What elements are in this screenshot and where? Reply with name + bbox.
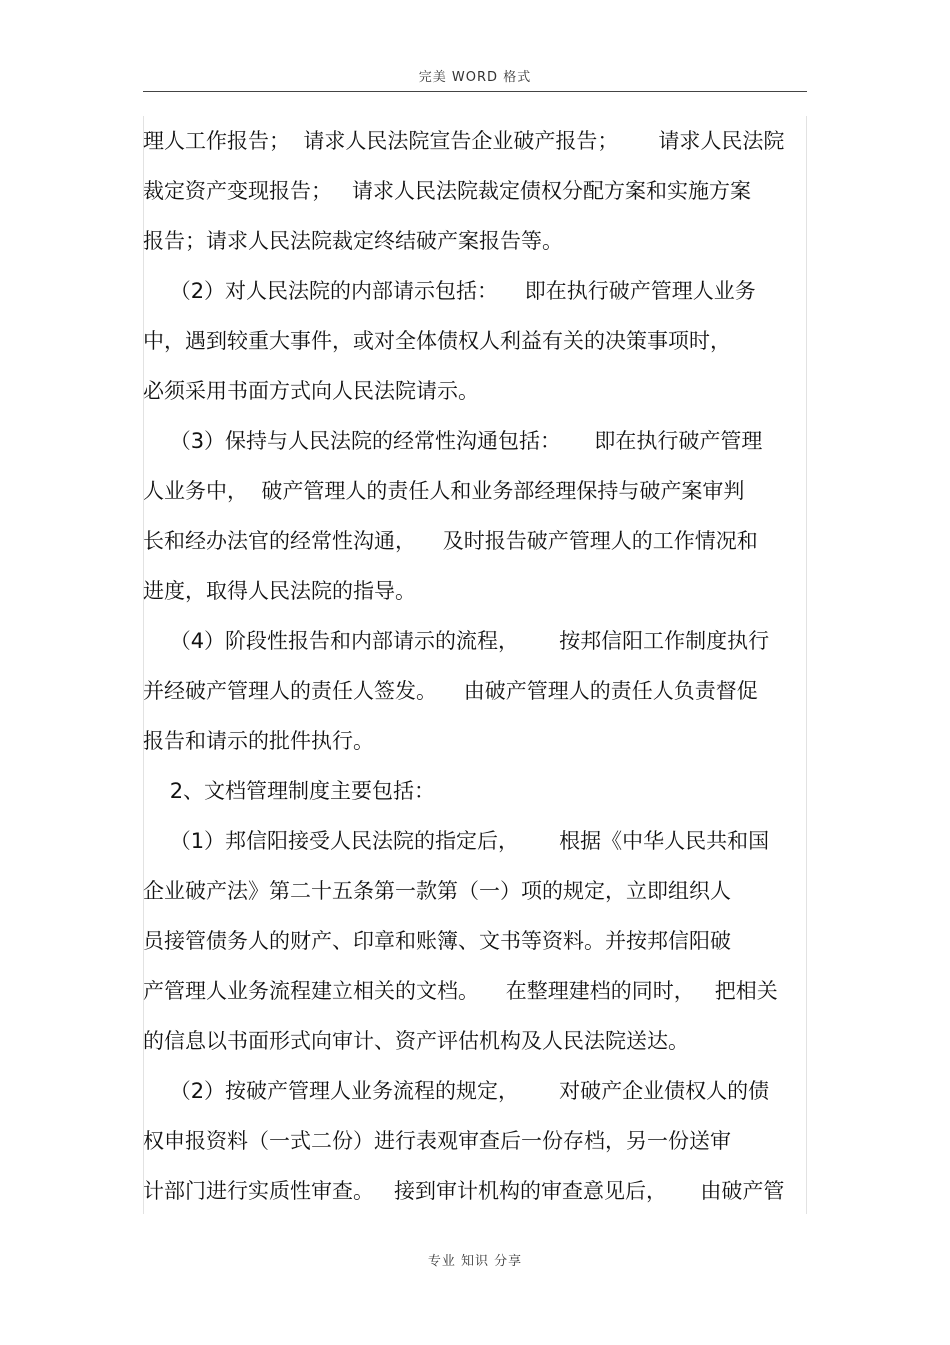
body-line: 裁定资产变现报告； 请求人民法院裁定债权分配方案和实施方案 bbox=[143, 179, 752, 203]
body-line: （1）邦信阳接受人民法院的指定后， 根据《中华人民共和国 bbox=[143, 829, 770, 853]
body-line: 的信息以书面形式向审计、资产评估机构及人民法院送达。 bbox=[143, 1029, 689, 1053]
body-line: 企业破产法》第二十五条第一款第（一）项的规定，立即组织人 bbox=[143, 879, 731, 903]
body-line: 报告；请求人民法院裁定终结破产案报告等。 bbox=[143, 229, 563, 253]
body-line: （3）保持与人民法院的经常性沟通包括： 即在执行破产管理 bbox=[143, 429, 763, 453]
body-line: 理人工作报告； 请求人民法院宣告企业破产报告； 请求人民法院 bbox=[143, 129, 785, 153]
header-divider bbox=[143, 91, 807, 92]
body-line: （4）阶段性报告和内部请示的流程， 按邦信阳工作制度执行 bbox=[143, 629, 770, 653]
body-line: 并经破产管理人的责任人签发。 由破产管理人的责任人负责督促 bbox=[143, 679, 758, 703]
body-line: 产管理人业务流程建立相关的文档。 在整理建档的同时， 把相关 bbox=[143, 979, 778, 1003]
body-line: 报告和请示的批件执行。 bbox=[143, 729, 374, 753]
body-line: 2、文档管理制度主要包括： bbox=[143, 779, 436, 803]
body-line: （2）对人民法院的内部请示包括： 即在执行破产管理人业务 bbox=[143, 279, 756, 303]
body-line: 长和经办法官的经常性沟通， 及时报告破产管理人的工作情况和 bbox=[143, 529, 758, 553]
body-line: 中，遇到较重大事件，或对全体债权人利益有关的决策事项时， bbox=[143, 329, 731, 353]
body-line: 人业务中， 破产管理人的责任人和业务部经理保持与破产案审判 bbox=[143, 479, 745, 503]
body-line: 员接管债务人的财产、印章和账簿、文书等资料。并按邦信阳破 bbox=[143, 929, 731, 953]
body-line: 权申报资料（一式二份）进行表观审查后一份存档，另一份送审 bbox=[143, 1129, 731, 1153]
body-line: 计部门进行实质性审查。 接到审计机构的审查意见后， 由破产管 bbox=[143, 1179, 785, 1203]
body-line: 必须采用书面方式向人民法院请示。 bbox=[143, 379, 479, 403]
page-header: 完美 WORD 格式 bbox=[418, 70, 532, 85]
body-line: 进度，取得人民法院的指导。 bbox=[143, 579, 416, 603]
body-line: （2）按破产管理人业务流程的规定， 对破产企业债权人的债 bbox=[143, 1079, 770, 1103]
page-footer: 专业 知识 分享 bbox=[427, 1254, 523, 1269]
